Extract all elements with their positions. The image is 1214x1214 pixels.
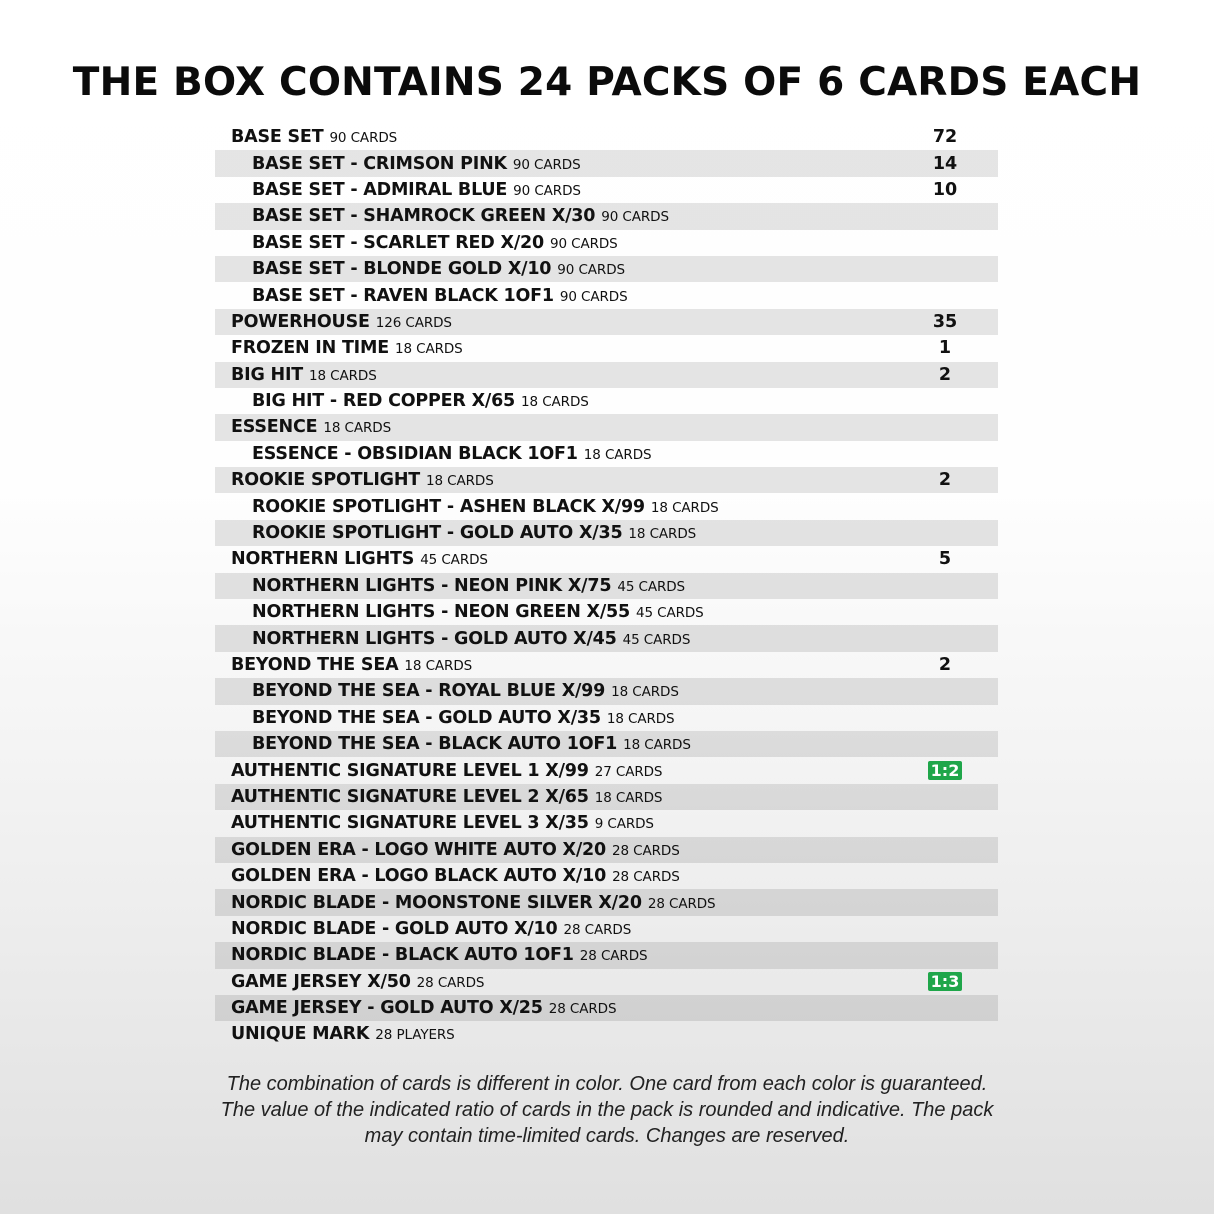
- row-label: [215, 497, 719, 517]
- card-count: 18 CARDS: [323, 420, 392, 437]
- insert-name: BEYOND THE SEA - BLACK AUTO 1OF1: [252, 734, 618, 755]
- card-count: 27 CARDS: [594, 763, 663, 780]
- card-count: 18 CARDS: [521, 394, 589, 411]
- footnote-line-2: The value of the indicated ratio of cards in the pack is rounded and indicative. The pack: [220, 1099, 994, 1121]
- insert-name: ROOKIE SPOTLIGHT: [231, 470, 421, 491]
- quantity-per-box: 2: [938, 364, 952, 385]
- insert-name: NORDIC BLADE - GOLD AUTO X/10: [231, 918, 558, 939]
- table-row: [215, 1021, 998, 1047]
- row-label: [215, 417, 391, 437]
- card-count: 90 CARDS: [513, 182, 581, 199]
- insert-name: NORTHERN LIGHTS - NEON GREEN X/55: [252, 602, 630, 623]
- quantity-per-box: 35: [932, 311, 958, 332]
- card-count: 18 CARDS: [426, 473, 494, 490]
- card-count: 28 CARDS: [647, 895, 716, 912]
- table-row: [215, 441, 998, 467]
- row-label: [215, 708, 675, 728]
- insert-name: BIG HIT - RED COPPER X/65: [252, 391, 516, 412]
- row-label: [215, 629, 690, 649]
- card-count: 126 CARDS: [375, 314, 452, 331]
- quantity-per-box: 14: [932, 153, 958, 174]
- table-row: [215, 546, 998, 572]
- row-label: [215, 444, 651, 464]
- row-label: [215, 286, 628, 306]
- card-count: 9 CARDS: [594, 816, 654, 833]
- table-row: [215, 467, 998, 493]
- row-label: [215, 998, 616, 1018]
- table-row: [215, 362, 998, 388]
- row-label: [215, 681, 679, 701]
- insert-name: UNIQUE MARK: [231, 1024, 370, 1045]
- table-row: [215, 256, 998, 282]
- insert-name: BASE SET - SCARLET RED X/20: [252, 232, 544, 253]
- insert-name: GOLDEN ERA - LOGO WHITE AUTO X/20: [231, 839, 606, 860]
- insert-name: BIG HIT: [231, 364, 304, 385]
- insert-name: NORDIC BLADE - BLACK AUTO 1OF1: [231, 945, 574, 966]
- insert-name: AUTHENTIC SIGNATURE LEVEL 2 X/65: [231, 786, 589, 807]
- insert-name: ROOKIE SPOTLIGHT - GOLD AUTO X/35: [252, 523, 623, 544]
- table-row: [215, 731, 998, 757]
- page-title: THE BOX CONTAINS 24 PACKS OF 6 CARDS EACH: [72, 60, 1142, 105]
- card-count: 90 CARDS: [329, 130, 398, 147]
- insert-name: GAME JERSEY X/50: [231, 971, 411, 992]
- insert-name: BASE SET - CRIMSON PINK: [252, 153, 507, 174]
- row-label: [215, 206, 669, 226]
- table-row: [215, 150, 998, 176]
- table-row: [215, 493, 998, 519]
- table-row: [215, 889, 998, 915]
- row-label: [215, 840, 680, 860]
- insert-name: GAME JERSEY - GOLD AUTO X/25: [231, 998, 543, 1019]
- card-count: 18 CARDS: [606, 710, 675, 727]
- table-row: [215, 916, 998, 942]
- card-count: 28 CARDS: [579, 948, 648, 965]
- card-count: 28 CARDS: [563, 921, 632, 938]
- row-label: [215, 154, 581, 174]
- insert-name: POWERHOUSE: [231, 311, 370, 332]
- insert-name: BASE SET - BLONDE GOLD X/10: [252, 259, 552, 280]
- insert-name: BASE SET - SHAMROCK GREEN X/30: [252, 206, 596, 227]
- table-row: [215, 573, 998, 599]
- row-label: [215, 1024, 455, 1044]
- card-count: 45 CARDS: [635, 605, 704, 622]
- table-row: [215, 414, 998, 440]
- footnote: [0, 1071, 1214, 1149]
- table-row: [215, 335, 998, 361]
- card-count: 90 CARDS: [557, 262, 625, 279]
- row-label: [215, 549, 488, 569]
- card-count: 18 CARDS: [611, 684, 679, 701]
- insert-name: FROZEN IN TIME: [231, 338, 389, 359]
- row-label: [215, 734, 691, 754]
- row-label: [215, 866, 680, 886]
- table-row: [215, 863, 998, 889]
- insert-name: BEYOND THE SEA - ROYAL BLUE X/99: [252, 681, 606, 702]
- table-row: [215, 784, 998, 810]
- quantity-per-box: 2: [938, 470, 952, 491]
- insert-name: BASE SET - RAVEN BLACK 1OF1: [252, 285, 554, 306]
- table-row: [215, 520, 998, 546]
- card-count: 45 CARDS: [617, 578, 686, 595]
- card-count: 90 CARDS: [559, 288, 628, 305]
- table-row: [215, 757, 998, 783]
- card-count: 18 CARDS: [623, 737, 691, 754]
- card-count: 28 PLAYERS: [375, 1027, 455, 1044]
- quantity-per-box: 10: [932, 179, 958, 200]
- row-label: [215, 602, 704, 622]
- row-label: [215, 391, 589, 411]
- insert-name: NORTHERN LIGHTS - GOLD AUTO X/45: [252, 628, 617, 649]
- card-count: 18 CARDS: [650, 499, 719, 516]
- row-label: [215, 945, 647, 965]
- card-count: 18 CARDS: [404, 658, 473, 674]
- quantity-per-box: 5: [938, 549, 952, 570]
- insert-name: GOLDEN ERA - LOGO BLACK AUTO X/10: [231, 866, 607, 887]
- odds-badge: 1:3: [928, 972, 962, 991]
- row-label: [215, 972, 484, 992]
- table-row: [215, 652, 998, 678]
- table-row: [215, 942, 998, 968]
- table-row: [215, 177, 998, 203]
- row-label: [215, 233, 618, 253]
- row-label: [215, 655, 472, 675]
- table-row: [215, 837, 998, 863]
- card-count: 28 CARDS: [548, 1001, 617, 1018]
- row-label: [215, 312, 452, 332]
- insert-name: NORTHERN LIGHTS: [231, 549, 415, 570]
- row-label: [215, 523, 696, 543]
- insert-name: BASE SET: [231, 127, 324, 148]
- card-count: 28 CARDS: [611, 842, 680, 859]
- insert-name: AUTHENTIC SIGNATURE LEVEL 3 X/35: [231, 813, 589, 834]
- card-count: 18 CARDS: [594, 789, 663, 806]
- insert-name: BASE SET - ADMIRAL BLUE: [252, 179, 508, 200]
- footnote-line-1: The combination of cards is different in color. One card from each color is guaranteed.: [226, 1073, 988, 1095]
- row-label: [215, 338, 463, 358]
- insert-name: BEYOND THE SEA: [231, 655, 399, 675]
- row-label: [215, 127, 397, 147]
- row-label: [215, 813, 654, 833]
- quantity-per-box: 1: [938, 338, 952, 359]
- insert-name: AUTHENTIC SIGNATURE LEVEL 1 X/99: [231, 760, 589, 781]
- insert-name: NORTHERN LIGHTS - NEON PINK X/75: [252, 575, 612, 596]
- card-count: 18 CARDS: [628, 526, 697, 543]
- card-count: 45 CARDS: [420, 552, 488, 569]
- card-count: 90 CARDS: [601, 209, 669, 226]
- row-label: [215, 576, 685, 596]
- table-row: [215, 678, 998, 704]
- card-count: 18 CARDS: [583, 446, 652, 463]
- insert-name: ROOKIE SPOTLIGHT - ASHEN BLACK X/99: [252, 496, 645, 517]
- table-row: [215, 388, 998, 414]
- row-label: [215, 470, 494, 490]
- card-count: 45 CARDS: [622, 631, 691, 648]
- table-row: [215, 625, 998, 651]
- insert-name: ESSENCE: [231, 417, 318, 438]
- table-row: [215, 995, 998, 1021]
- card-count: 90 CARDS: [549, 235, 618, 252]
- card-count: 28 CARDS: [612, 869, 680, 886]
- card-count: 18 CARDS: [309, 367, 377, 384]
- card-count: 18 CARDS: [394, 341, 463, 358]
- insert-name: NORDIC BLADE - MOONSTONE SILVER X/20: [231, 892, 642, 913]
- table-row: [215, 230, 998, 256]
- row-label: [215, 365, 377, 385]
- footnote-line-3: may contain time-limited cards. Changes are reserved.: [364, 1125, 850, 1147]
- table-row: [215, 124, 998, 150]
- row-label: [215, 787, 662, 807]
- card-odds-table: [215, 124, 998, 1048]
- odds-badge: 1:2: [928, 761, 962, 780]
- row-label: [215, 180, 581, 200]
- table-row: [215, 309, 998, 335]
- insert-name: ESSENCE - OBSIDIAN BLACK 1OF1: [252, 443, 578, 464]
- table-row: [215, 203, 998, 229]
- card-count: 28 CARDS: [416, 974, 485, 991]
- quantity-per-box: 2: [938, 655, 952, 675]
- row-label: [215, 761, 662, 781]
- row-label: [215, 259, 625, 279]
- row-label: [215, 919, 631, 939]
- card-count: 90 CARDS: [512, 156, 581, 173]
- insert-name: BEYOND THE SEA - GOLD AUTO X/35: [252, 707, 601, 728]
- table-row: [215, 282, 998, 308]
- quantity-per-box: 72: [932, 127, 958, 148]
- table-row: [215, 810, 998, 836]
- table-row: [215, 969, 998, 995]
- table-row: [215, 599, 998, 625]
- table-row: [215, 705, 998, 731]
- row-label: [215, 893, 716, 913]
